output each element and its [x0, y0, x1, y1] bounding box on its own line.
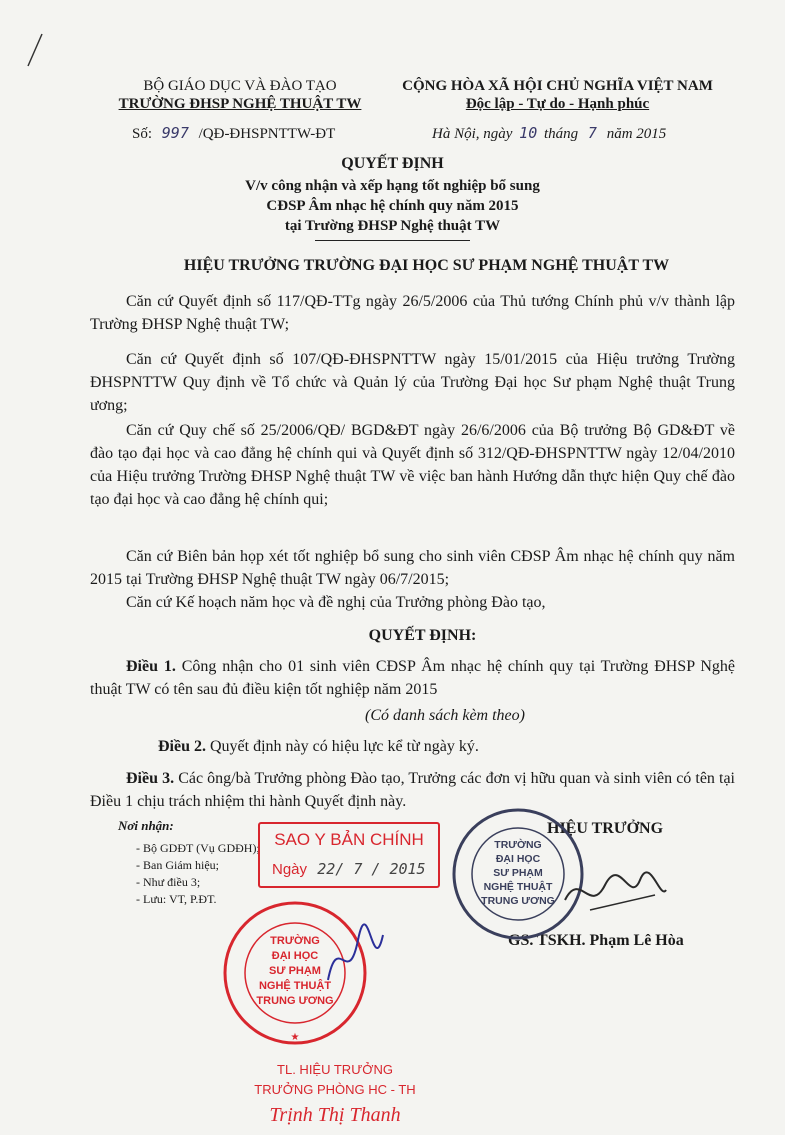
seal-line: SƯ PHẠM [493, 867, 543, 879]
seal-blue-text [468, 838, 568, 908]
seal-line: ĐẠI HỌC [271, 950, 319, 962]
copy-stamp-date [272, 860, 426, 878]
number-suffix: /QĐ-ĐHSPNTTW-ĐT [198, 126, 336, 142]
ministry-name: BỘ GIÁO DỤC VÀ ĐÀO TẠO [143, 78, 337, 94]
article-3-text: Các ông/bà Trưởng phòng Đào tạo, Trưởng các đơn vị hữu quan và sinh viên có tên tại Điều 1 chịu trách nhiệm thi hành Quyết định này. [90, 770, 736, 810]
copy-signature [318, 920, 388, 1000]
corner-pen-mark [20, 30, 50, 70]
title-line-1: V/v công nhận và xếp hạng tốt nghiệp bổ sung [245, 178, 540, 194]
seal-line: NGHỆ THUẬT [258, 980, 332, 992]
preamble-3: Căn cứ Quy chế số 25/2006/QĐ/ BGD&ĐT ngày 26/6/2006 của Bộ trưởng Bộ GD&ĐT về đào tạo đại học và cao đẳng hệ chính qui và Quyết định số 312/QĐ-ĐHSPNTTW ngày 12/04/2010 của Hiệu trưởng Trường ĐHSP Nghệ thuật TW về việc ban hành Hướng dẫn thực hiện Quy chế đào tạo đại học và cao đẳng hệ chính qui; [90, 422, 735, 508]
signer-title: HIỆU TRƯỞNG [547, 820, 664, 837]
seal-line: NGHỆ THUẬT [483, 881, 553, 893]
footer-signer-name: Trịnh Thị Thanh [269, 1104, 401, 1126]
recipient-item: - Như điều 3; [136, 875, 201, 889]
national-motto: Độc lập - Tự do - Hạnh phúc [465, 96, 650, 112]
preamble-2: Căn cứ Quyết định số 107/QĐ-ĐHSPNTTW ngày 15/01/2015 của Hiệu trưởng Trường ĐHSPNTTW Quy định về Tổ chức và Quản lý của Trường Đại học Sư phạm Nghệ thuật Trung ương; [90, 351, 735, 414]
signer-name: GS. TSKH. Phạm Lê Hòa [508, 932, 684, 949]
date-year: năm 2015 [606, 126, 667, 142]
date-month: 7 [587, 124, 597, 142]
seal-line: ĐẠI HỌC [495, 853, 541, 865]
copy-stamp-title: SAO Y BẢN CHÍNH [274, 830, 424, 849]
article-3-label: Điều 3. [126, 770, 175, 787]
country-name: CỘNG HÒA XÃ HỘI CHỦ NGHĨA VIỆT NAM [402, 78, 713, 94]
decision-heading: QUYẾT ĐỊNH: [368, 627, 477, 644]
article-2-label: Điều 2. [158, 738, 206, 755]
school-name: TRƯỜNG ĐHSP NGHỆ THUẬT TW [118, 96, 362, 112]
article-2 [122, 735, 735, 758]
article-2-text: Quyết định này có hiệu lực kể từ ngày ký. [210, 738, 479, 755]
date-day: 10 [519, 124, 538, 142]
article-3 [90, 767, 735, 813]
preamble-1: Căn cứ Quyết định số 117/QĐ-TTg ngày 26/5/2006 của Thủ tướng Chính phủ v/v thành lập Trường ĐHSP Nghệ thuật TW; [90, 293, 735, 333]
title-underline [315, 240, 470, 241]
date-place: Hà Nội, ngày [432, 126, 513, 142]
footer-line-2: TRƯỞNG PHÒNG HC - TH [254, 1082, 416, 1097]
preamble-5: Căn cứ Kế hoạch năm học và đề nghị của Trưởng phòng Đào tạo, [126, 594, 546, 611]
date-month-label: tháng [543, 126, 579, 142]
seal-line: TRƯỜNG [270, 935, 320, 947]
seal-line: TRƯỜNG [494, 839, 542, 851]
number-handwritten: 997 [161, 124, 189, 142]
footer-line-1: TL. HIỆU TRƯỞNG [277, 1062, 393, 1077]
seal-line: SƯ PHẠM [269, 965, 321, 977]
copy-stamp-date-label: Ngày [272, 861, 308, 878]
decision-title: QUYẾT ĐỊNH [341, 155, 444, 172]
title-line-3: tại Trường ĐHSP Nghệ thuật TW [284, 218, 501, 234]
title-line-2: CĐSP Âm nhạc hệ chính quy năm 2015 [266, 198, 519, 214]
article-1 [90, 655, 735, 701]
recipient-item: - Lưu: VT, P.ĐT. [136, 892, 217, 906]
copy-stamp-date-value: 22/ 7 / 2015 [317, 860, 426, 878]
seal-line: TRUNG ƯƠNG [256, 995, 334, 1007]
preamble-4: Căn cứ Biên bản họp xét tốt nghiệp bổ sung cho sinh viên CĐSP Âm nhạc hệ chính quy năm 2015 tại Trường ĐHSP Nghệ thuật TW ngày 06/7/2015; [90, 548, 735, 588]
copy-certified-stamp [258, 822, 440, 888]
issuing-authority: HIỆU TRƯỞNG TRƯỜNG ĐẠI HỌC SƯ PHẠM NGHỆ THUẬT TW [183, 257, 670, 274]
rector-signature [560, 860, 670, 920]
article-1-label: Điều 1. [126, 658, 176, 675]
article-1-text: Công nhận cho 01 sinh viên CĐSP Âm nhạc hệ chính quy tại Trường ĐHSP Nghệ thuật TW có tên sau đủ điều kiện tốt nghiệp năm 2015 [90, 658, 736, 698]
recipient-item: - Bộ GDĐT (Vụ GDĐH); [136, 841, 260, 855]
recipients-label: Nơi nhận: [118, 818, 174, 833]
number-prefix: Số: [132, 126, 153, 142]
recipient-item: - Ban Giám hiệu; [136, 858, 219, 872]
article-1-note: (Có danh sách kèm theo) [365, 707, 525, 724]
document-number [132, 124, 335, 143]
svg-text:★: ★ [290, 1032, 300, 1043]
seal-line: TRUNG ƯƠNG [481, 895, 555, 907]
issue-date [432, 124, 666, 143]
